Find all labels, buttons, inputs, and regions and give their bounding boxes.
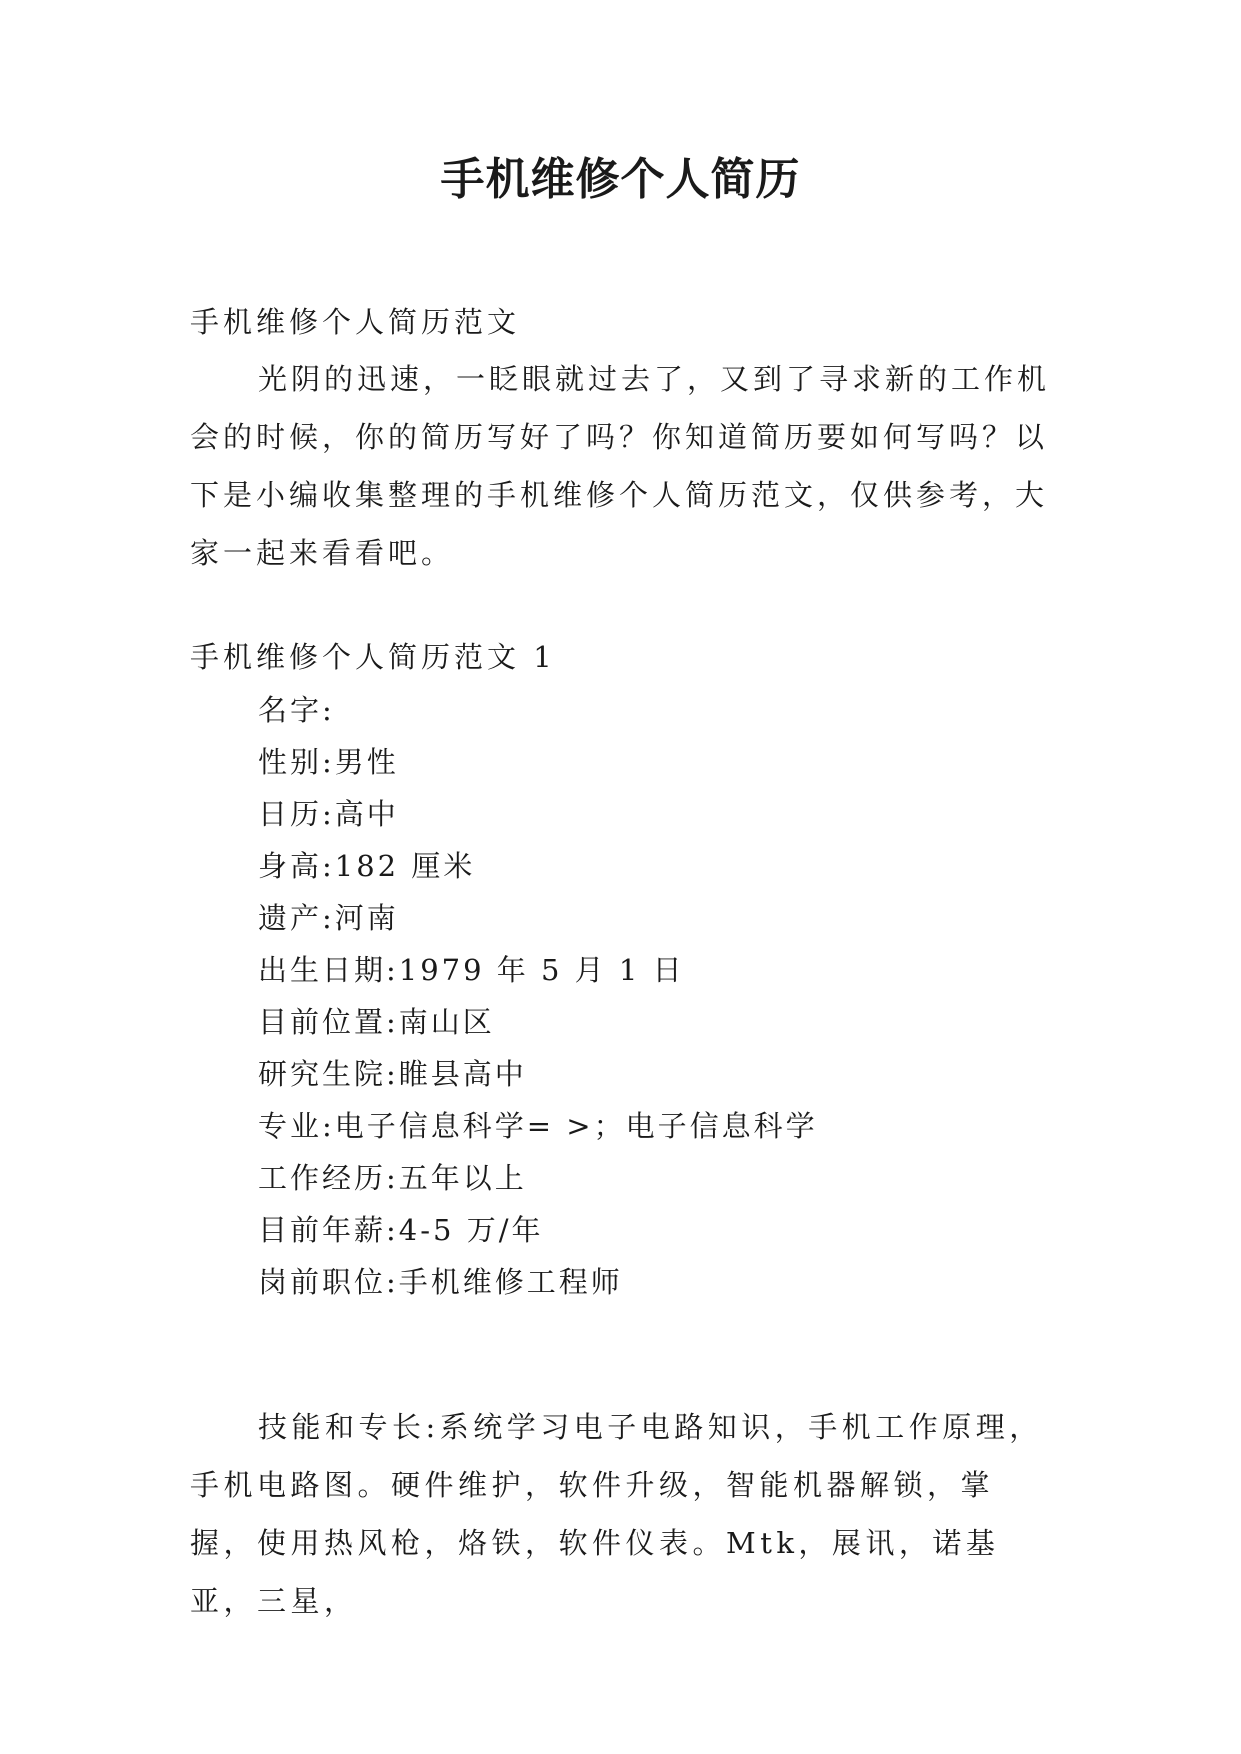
field-name: 名字: <box>258 693 335 727</box>
field-education: 日历:高中 <box>258 797 399 831</box>
field-school: 研究生院:睢县高中 <box>258 1057 527 1091</box>
sample-heading: 手机维修个人简历范文 1 <box>190 640 556 674</box>
field-major: 专业:电子信息科学= >；电子信息科学 <box>258 1109 818 1143</box>
document-title: 手机维修个人简历 <box>440 154 801 205</box>
intro-paragraph: 光阴的迅速，一眨眼就过去了，又到了寻求新的工作机会的时候，你的简历写好了吗？你知道简历要如何写吗？以下是小编收集整理的手机维修个人简历范文，仅供参考，大家一起来看看吧。 <box>190 362 1051 570</box>
field-salary: 目前年薪:4-5 万/年 <box>258 1213 544 1247</box>
section-heading: 手机维修个人简历范文 <box>190 305 521 339</box>
field-height: 身高:182 厘米 <box>258 849 476 883</box>
field-origin: 遗产:河南 <box>258 901 399 935</box>
field-experience: 工作经历:五年以上 <box>258 1161 527 1195</box>
field-position: 岗前职位:手机维修工程师 <box>258 1265 623 1299</box>
field-birthdate: 出生日期:1979 年 5 月 1 日 <box>258 953 685 987</box>
field-gender: 性别:男性 <box>258 745 399 779</box>
skills-paragraph: 技能和专长:系统学习电子电路知识，手机工作原理，手机电路图。硬件维护，软件升级，智能机器解锁，掌握，使用热风枪，烙铁，软件仪表。Mtk，展讯，诺基亚，三星， <box>190 1410 1043 1618</box>
field-location: 目前位置:南山区 <box>258 1005 495 1039</box>
